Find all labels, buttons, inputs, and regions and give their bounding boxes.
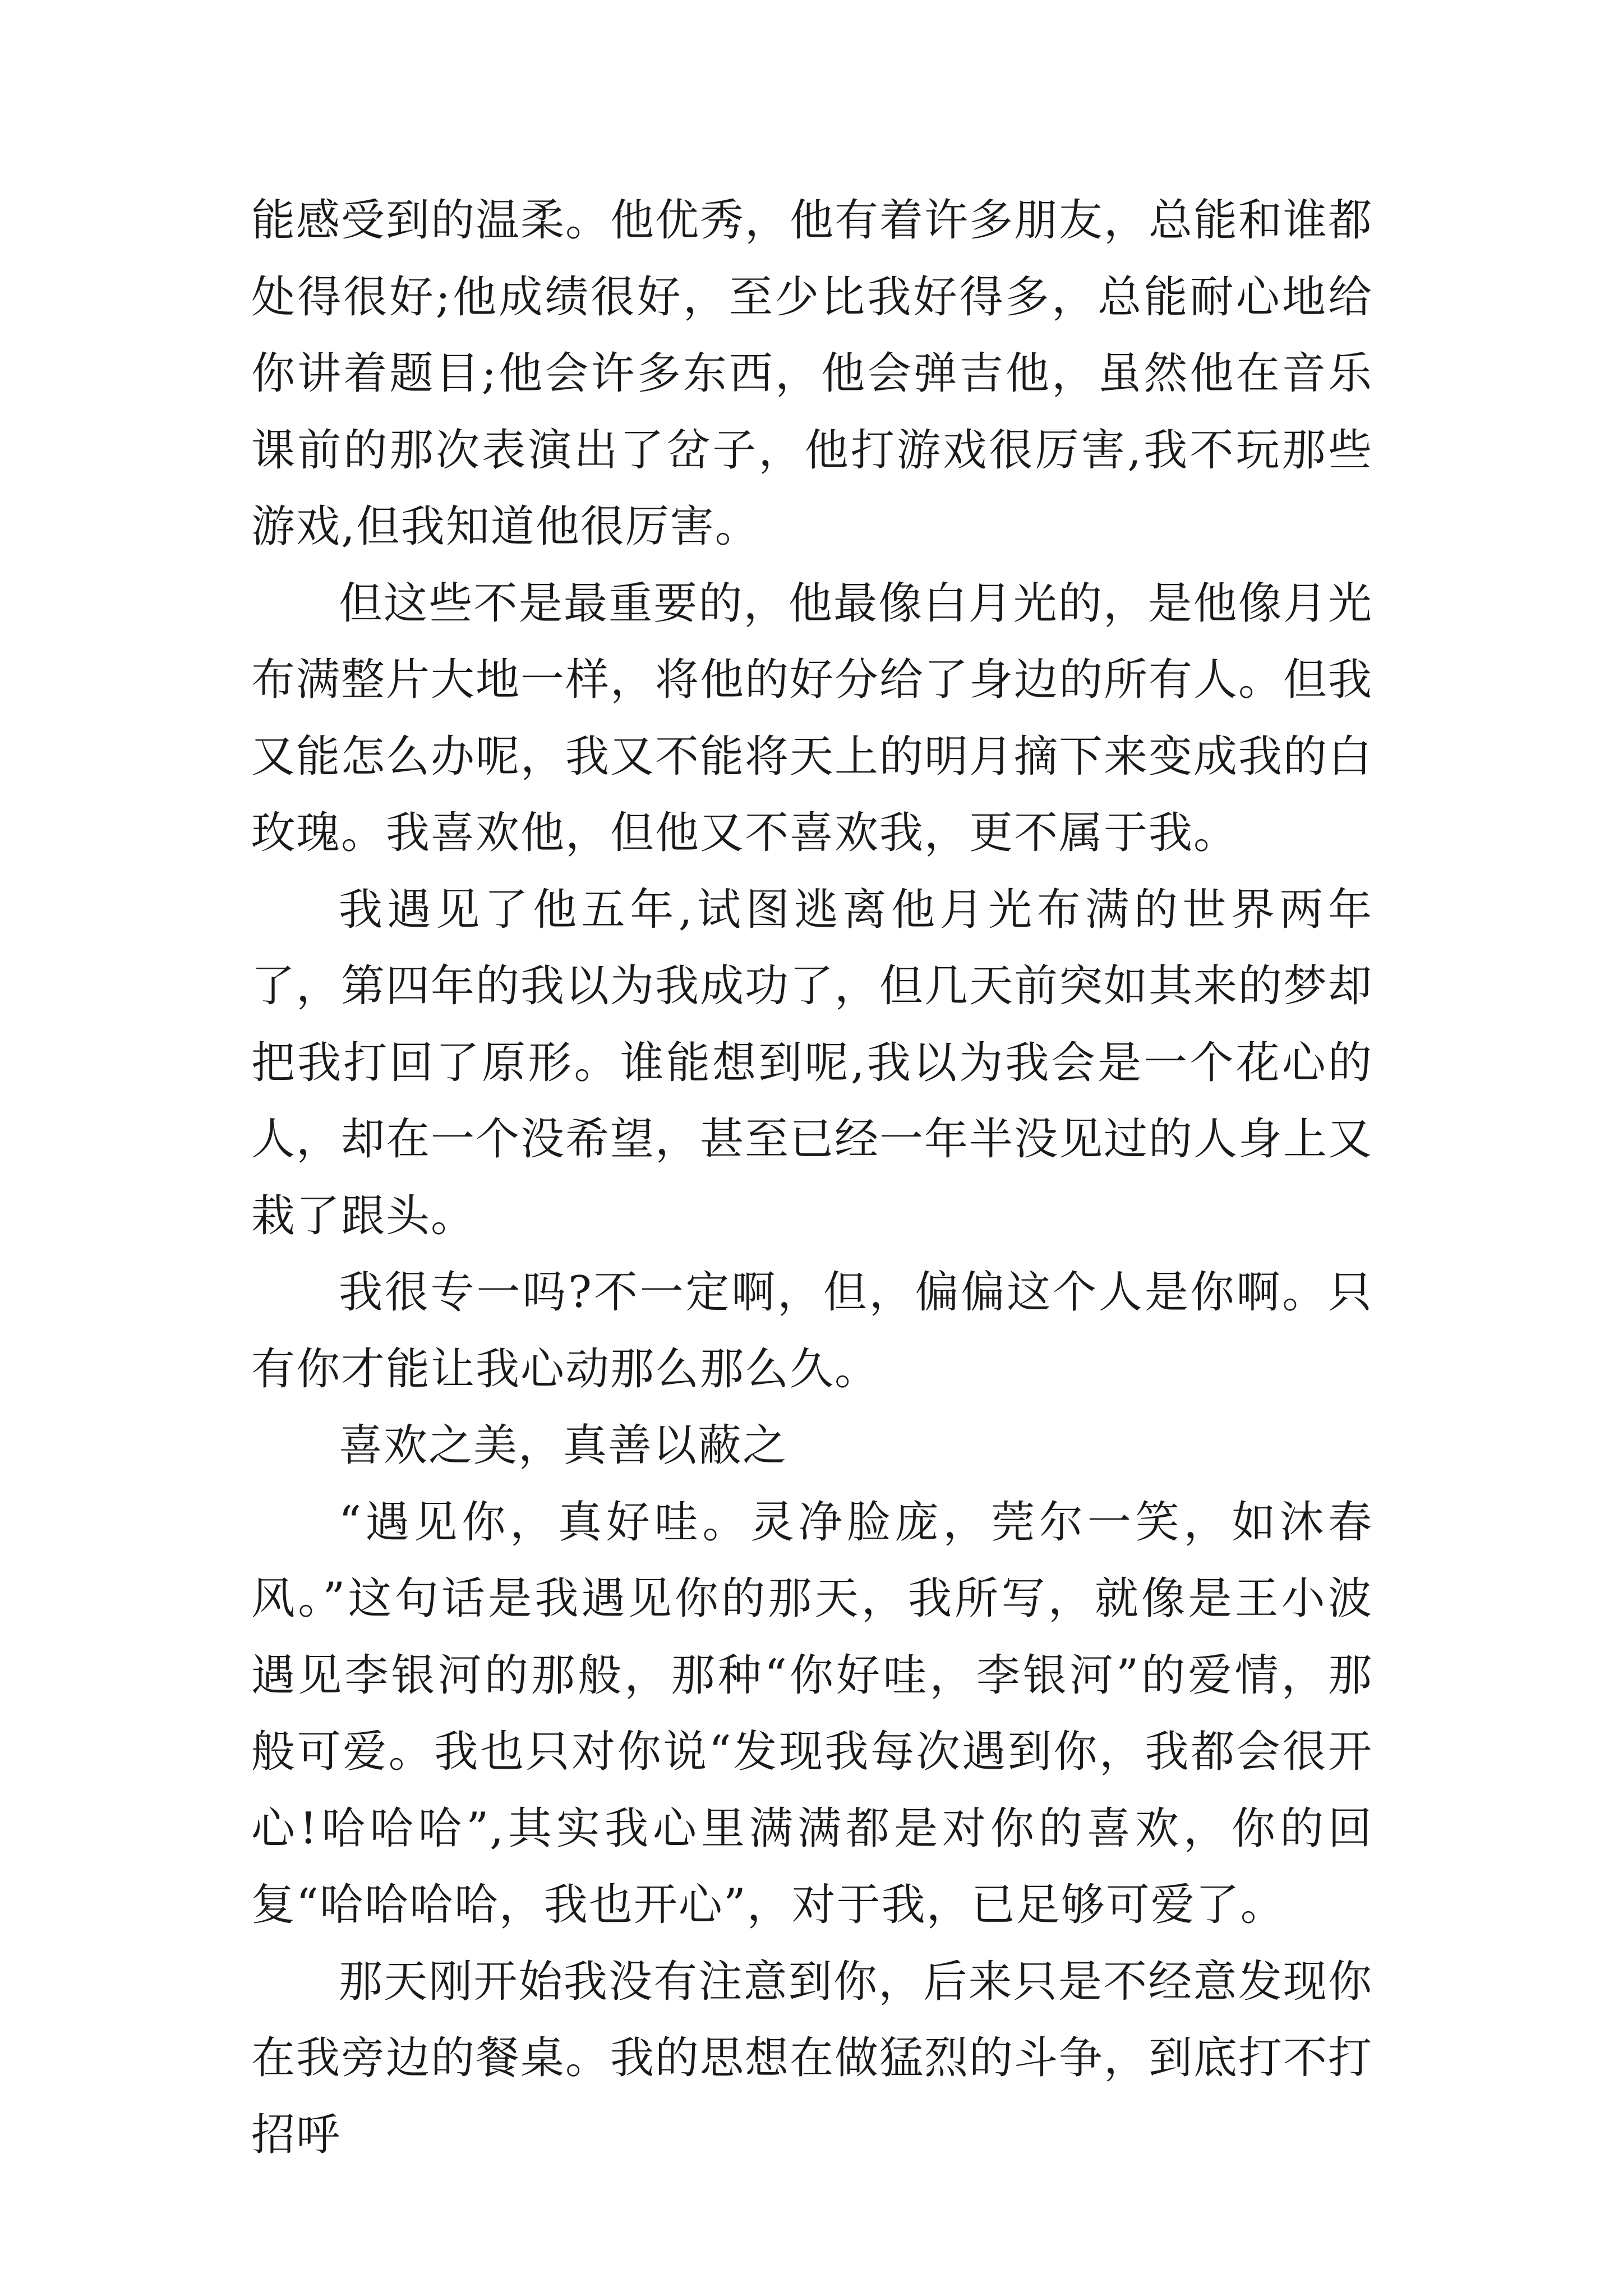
paragraph: 那天刚开始我没有注意到你，后来只是不经意发现你在我旁边的餐桌。我的思想在做猛烈的斗争，到底打不打招呼 bbox=[251, 1956, 1373, 2160]
section-heading: 喜欢之美，真善以蔽之 bbox=[339, 1420, 788, 1471]
paragraph: 我遇见了他五年,试图逃离他月光布满的世界两年了，第四年的我以为我成功了，但几天前突如其来的梦却把我打回了原形。谁能想到呢,我以为我会是一个花心的人，却在一个没希望，甚至已经一年半没见过的人身上又栽了跟头。 bbox=[251, 884, 1373, 1241]
paragraph: 能感受到的温柔。他优秀，他有着许多朋友，总能和谁都处得很好;他成绩很好，至少比我好得多，总能耐心地给你讲着题目;他会许多东西，他会弹吉他，虽然他在音乐课前的那次表演出了岔子，他打游戏很厉害,我不玩那些游戏,但我知道他很厉害。 bbox=[251, 195, 1373, 552]
body-text bbox=[251, 182, 1373, 2173]
paragraph: 我很专一吗?不一定啊，但，偏偏这个人是你啊。只有你才能让我心动那么那么久。 bbox=[251, 1267, 1373, 1395]
paragraph: “遇见你，真好哇。灵净脸庞，莞尔一笑，如沐春风。”这句话是我遇见你的那天，我所写，就像是王小波遇见李银河的那般，那种“你好哇，李银河”的爱情，那般可爱。我也只对你说“发现我每次遇到你，我都会很开心!哈哈哈”,其实我心里满满都是对你的喜欢，你的回复“哈哈哈哈，我也开心”，对于我，已足够可爱了。 bbox=[251, 1497, 1373, 1930]
paragraph: 但这些不是最重要的，他最像白月光的，是他像月光布满整片大地一样，将他的好分给了身边的所有人。但我又能怎么办呢，我又不能将天上的明月摘下来变成我的白玫瑰。我喜欢他，但他又不喜欢我，更不属于我。 bbox=[251, 578, 1373, 858]
